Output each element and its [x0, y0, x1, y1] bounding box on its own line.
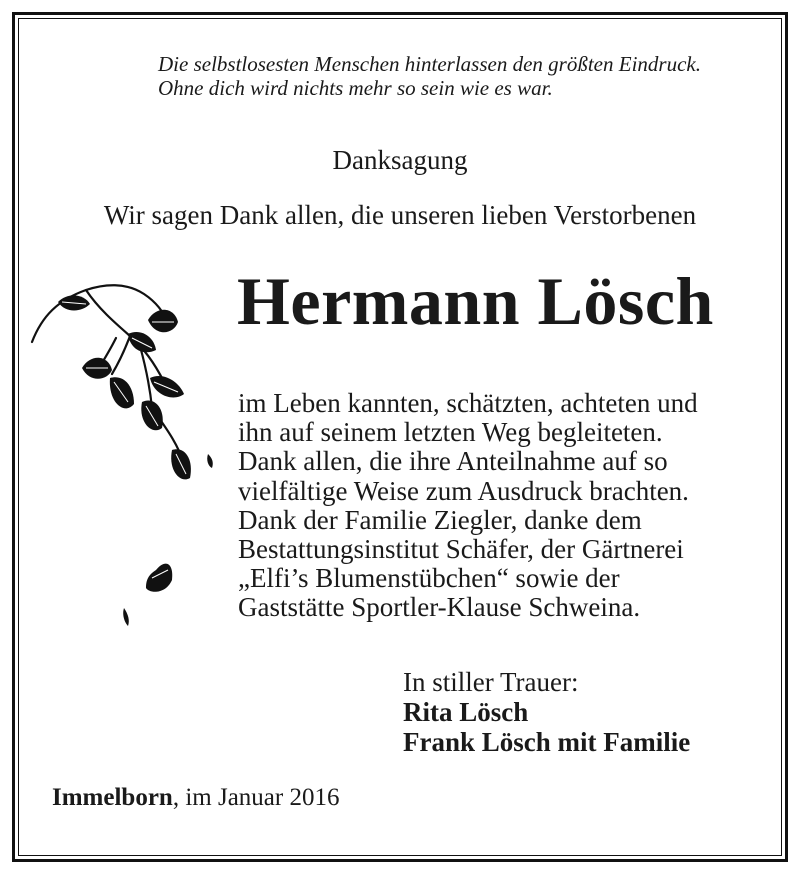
thanks-body [238, 389, 758, 623]
intro-text: Wir sagen Dank allen, die unseren lieben Verstorbenen [103, 200, 697, 230]
mourner-name: Frank Lösch mit Familie [403, 727, 691, 757]
deceased-name: Hermann Lösch [237, 263, 714, 339]
place-date [52, 784, 339, 812]
birch-branch-icon [28, 278, 218, 638]
motto-line: Die selbstlosesten Menschen hinterlassen den größten Eindruck. [158, 52, 701, 76]
motto-line: Ohne dich wird nichts mehr so sein wie es war. [158, 76, 553, 100]
body-line: Dank allen, die ihre Anteilnahme auf so [238, 446, 668, 477]
body-line: Gaststätte Sportler-Klause Schweina. [238, 592, 641, 623]
mourner-name: Rita Lösch [403, 697, 529, 727]
body-line: vielfältige Weise zum Ausdruck brachten. [238, 475, 689, 506]
body-line: „Elfi’s Blumenstübchen“ sowie der [238, 563, 620, 594]
place-date-text: , im Januar 2016 [172, 784, 340, 811]
body-line: ihn auf seinem letzten Weg begleiteten. [238, 417, 663, 448]
motto [158, 52, 758, 100]
heading: Danksagung [332, 145, 468, 175]
signature-label: In stiller Trauer: [403, 667, 579, 697]
signature-block [403, 667, 690, 757]
place-town: Immelborn [52, 784, 173, 811]
body-line: im Leben kannten, schätzten, achteten und [238, 388, 698, 418]
body-line: Bestattungsinstitut Schäfer, der Gärtnerei [238, 534, 684, 565]
body-line: Dank der Familie Ziegler, danke dem [238, 504, 642, 535]
